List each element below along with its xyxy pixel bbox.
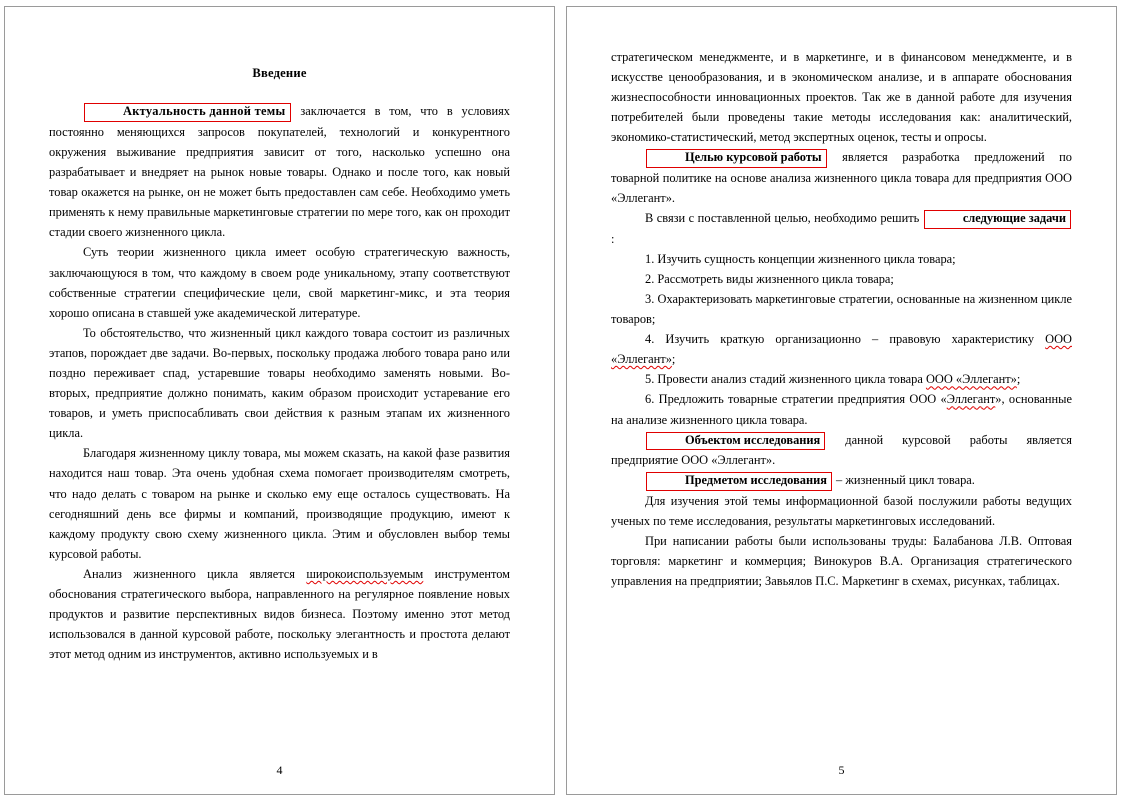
page-title: Введение (252, 66, 307, 80)
list-item-text-after: », основанные на анализе жизненного цикла товара. (611, 392, 1072, 427)
paragraph-text-after: : (611, 231, 615, 246)
paragraph-informacionnaya-baza: Для изучения этой темы информационной базой послужили работы ведущих ученых по теме исследования, результаты маркетинговых исследований. (611, 493, 1072, 528)
paragraph-obstoyatelstvo: То обстоятельство, что жизненный цикл каждого товара состоит из различных этапов, порождает две задачи. Во-первых, поскольку продажа любого товара рано или поздно переживает спад, устаревшие товары необходимо заменять новыми. Во-вторых, предприятие должно понимать, каким образом происходит устаревание его товаров, и уметь приспосабливать свои действия к разным этапам их жизненного цикла. (49, 325, 510, 441)
paragraph-strategicheskom: стратегическом менеджменте, и в маркетинге, и в финансовом менеджменте, и в искусстве ценообразования, и в экономическом анализе, и в аппарате обоснования жизнеспособности инновационных проектов. Так же в данной работе для изучения потребителей были проведены такие методы исследования как: аналитический, экономико-статистический, метод экспертных оценок, тесты и опросы. (611, 50, 1072, 145)
list-item-text-after: ; (671, 352, 676, 367)
paragraph-text: является разработка предложений по товарной политике на основе анализа жизненного цикла товара для предприятия ООО «Эллегант». (611, 150, 1072, 206)
page-number-right: 5 (838, 762, 845, 777)
highlight-box-predmet: Предметом исследования (646, 472, 832, 491)
document-page-right (566, 6, 1117, 795)
paragraph-text: данной курсовой работы является предприятие ООО «Эллегант». (611, 432, 1072, 468)
document-page-left (4, 6, 555, 795)
list-item-1: 1. Изучить сущность концепции жизненного цикла товара; (645, 251, 956, 266)
paragraph-text-before: Анализ жизненного цикла является (83, 566, 307, 581)
list-item-3: 3. Охарактеризовать маркетинговые стратегии, основанные на жизненном цикле товаров; (611, 291, 1072, 327)
page-number-left: 4 (276, 762, 283, 777)
paragraph-predmet (611, 470, 1072, 491)
spellcheck-word: ООО «Эллегант» (925, 372, 1017, 387)
list-item-text-before: 4. Изучить краткую организационно – правовую характеристику (645, 332, 1046, 347)
paragraph-text-after: инструментом обоснования стратегического выбора, направленного на регулярное появление новых продуктов и развитие перспективных видов бизнеса. Поэтому именно этот метод использовался в данной курсовой работе, поскольку элегантность и простота делают этот метод одним из инструментов, активно используемых и в (49, 566, 510, 662)
paragraph-text-before: В связи с поставленной целью, необходимо решить (645, 211, 923, 226)
paragraph-sut-teorii: Суть теории жизненного цикла имеет особую стратегическую важность, заключающуюся в том, что каждому в своем роде уникальному, этапу соответствуют собственные стратегии специфические цели, свой маркетинг-микс, и эта теория хорошо описана в ставшей уже академической литературе. (49, 245, 510, 320)
list-item-2: 2. Рассмотреть виды жизненного цикла товара; (645, 271, 894, 286)
paragraph-zadachi-intro (611, 208, 1072, 249)
highlight-box-zadachi: следующие задачи (924, 210, 1071, 229)
list-item-5 (611, 369, 1072, 389)
paragraph-actualnost (49, 101, 510, 242)
highlight-box-actualnost: Актуальность данной темы (84, 103, 291, 122)
paragraph-text: – жизненный цикл товара. (832, 473, 975, 488)
highlight-box-obekt: Объектом исследования (646, 432, 825, 451)
paragraph-obekt (611, 430, 1072, 471)
spellcheck-word: ООО «Эллегант» (611, 332, 1072, 367)
paragraph-cel (611, 147, 1072, 208)
paragraph-trudy: При написании работы были использованы труды: Балабанова Л.В. Оптовая торговля: маркетинг и коммерция; Винокуров В.А. Организация стратегического управления на предприятии; Завьялов П.С. Маркетинг в схемах, рисунках, таблицах. (611, 533, 1072, 589)
list-item-4 (611, 329, 1072, 369)
list-item-6 (611, 389, 1072, 429)
spellcheck-word: Эллегант (946, 392, 996, 407)
highlight-box-cel: Целью курсовой работы (646, 149, 827, 168)
list-item-text-before: 6. Предложить товарные стратегии предприятия ООО « (645, 392, 947, 407)
paragraph-blagodarya: Благодаря жизненному циклу товара, мы можем сказать, на какой фазе развития находится наш товар. Эта очень удобная схема помогает производителям смотреть, что надо делать с товаром на рынке и сколько ему еще осталось существовать. На сегодняшний день все фирмы и компаний, производящие продукцию, имеют к каждому продукту свою схему жизненного цикла. Этим и обусловлен выбор темы курсовой работы. (49, 446, 510, 561)
paragraph-analiz (49, 564, 510, 664)
list-item-text-before: 5. Провести анализ стадий жизненного цикла товара (645, 372, 926, 387)
paragraph-text: заключается в том, что в условиях постоянно меняющихся запросов покупателей, технологий и конкурентного окружения выживание предприятия зависит от того, насколько успешно она разрабатывает и внедряет на рынок новые товары. Однако и после того, как новый товар окажется на рынке, он не может быть предоставлен сам себе. Необходимо уметь применять к нему правильные маркетинговые стратегии по мере того, как он проходит стадии своего жизненного цикла. (49, 104, 510, 240)
list-item-text-after: ; (1016, 372, 1021, 387)
spellcheck-word: широкоиспользуемым (306, 566, 424, 581)
